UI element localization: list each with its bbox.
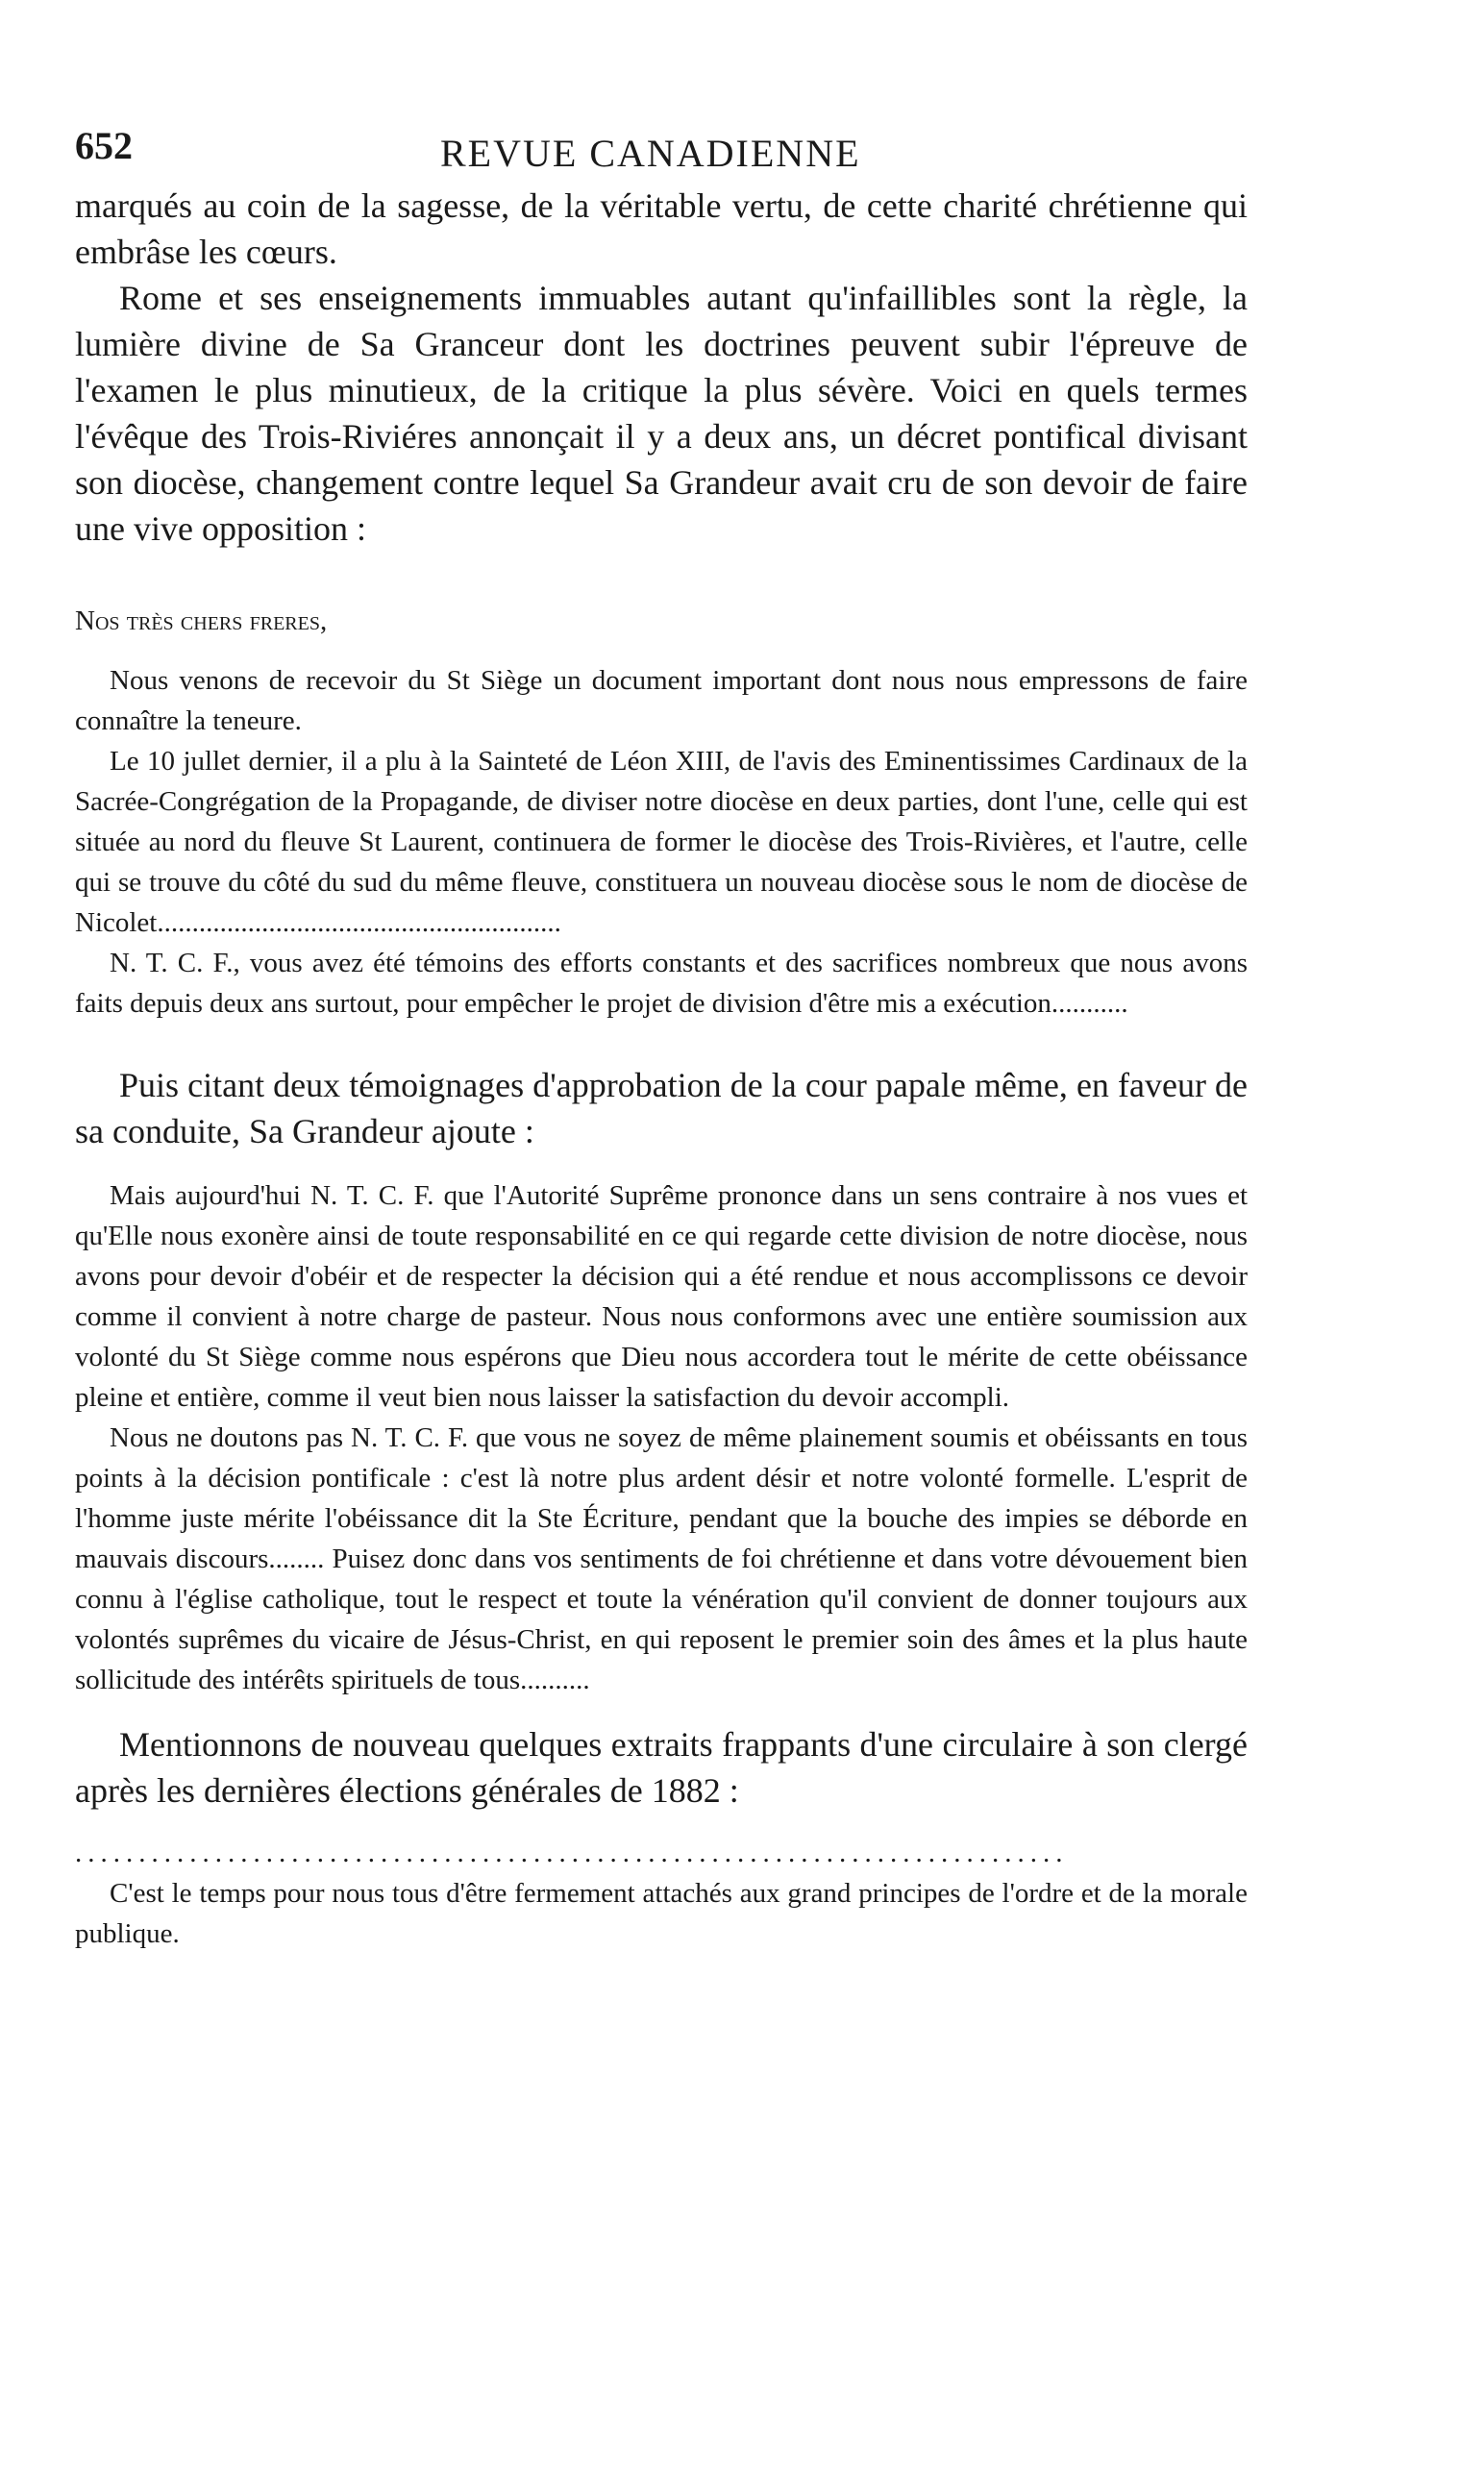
quote-paragraph-5: Nous ne doutons pas N. T. C. F. que vous ne soyez de même plainement soumis et obéissants en tous points à la décision pontificale : c'est là notre plus ardent désir et notre volonté formelle. L'esprit de l'homme juste mérite l'obéissance dit la Ste Écriture, pendant que la bouche des impies se déborde en mauvais discours........ Puisez donc dans vos sentiments de foi chrétienne et dans votre dévouement bien connu à l'église catholique, tout le respect et toute la vénération qu'il convient de donner toujours aux volontés suprêmes du vicaire de Jésus-Christ, en qui reposent le premier soin des âmes et la plus haute sollicitude des intérêts spirituels de tous.......... xyxy=(75,1422,1248,1695)
quote-paragraph-1: Nous venons de recevoir du St Siège un document important dont nous nous empressons de faire connaître la teneure. xyxy=(75,665,1248,736)
page-header xyxy=(75,115,1248,183)
paragraph-circulaire: Mentionnons de nouveau quelques extraits frappants d'une circulaire à son clergé après les dernières élections générales de 1882 : xyxy=(75,1725,1248,1810)
quote-paragraph-3: N. T. C. F., vous avez été témoins des efforts constants et des sacrifices nombreux que nous avons faits depuis deux ans surtout, pour empêcher le projet de division d'être mis a exécution........... xyxy=(75,948,1248,1019)
quote-paragraph-2: Le 10 jullet dernier, il a plu à la Sainteté de Léon XIII, de l'avis des Eminentissimes Cardinaux de la Sacrée-Congrégation de la Propagande, de diviser notre diocèse en deux parties, dont l'une, celle qui est située au nord du fleuve St Laurent, continuera de former le diocèse des Trois-Rivières, et l'autre, celle qui se trouve du côté du sud du même fleuve, constituera un nouveau diocèse sous le nom de diocèse de Nicolet.......................................................... xyxy=(75,746,1248,938)
paragraph-approbation: Puis citant deux témoignages d'approbation de la cour papale même, en faveur de sa conduite, Sa Grandeur ajoute : xyxy=(75,1066,1248,1150)
document-page xyxy=(75,115,1248,1954)
paragraph-rome: Rome et ses enseignements immuables autant qu'infaillibles sont la règle, la lumière divine de Sa Granceur dont les doctrines peuvent subir l'épreuve de l'examen le plus minutieux, de la critique la plus sévère. Voici en quels termes l'évêque des Trois-Riviéres annonçait il y a deux ans, un décret pontifical divisant son diocèse, changement contre lequel Sa Grandeur avait cru de son devoir de faire une vive opposition : xyxy=(75,279,1248,548)
paragraph-continuation: marqués au coin de la sagesse, de la véritable vertu, de cette charité chrétienne qui embrâse les cœurs. xyxy=(75,186,1248,271)
quote-paragraph-4: Mais aujourd'hui N. T. C. F. que l'Autorité Suprême prononce dans un sens contraire à nos vues et qu'Elle nous exonère ainsi de toute responsabilité en ce qui regarde cette division de notre diocèse, nous avons pour devoir d'obéir et de respecter la décision qui a été rendue et nous accomplissons ce devoir comme il convient à notre charge de pasteur. Nous nous conformons avec une entière soumission aux volonté du St Siège comme nous espérons que Dieu nous accordera tout le mérite de cette obéissance pleine et entière, comme il veut bien nous laisser la satisfaction du devoir accompli. xyxy=(75,1180,1248,1413)
ellipsis-separator: .............................................................................. xyxy=(75,1839,1069,1867)
page-number: 652 xyxy=(75,124,133,167)
running-title: REVUE CANADIENNE xyxy=(440,132,861,175)
quote-salutation: Nos très chers freres, xyxy=(75,605,328,636)
quote-paragraph-6: C'est le temps pour nous tous d'être fermement attachés aux grand principes de l'ordre et de la morale publique. xyxy=(75,1878,1248,1949)
